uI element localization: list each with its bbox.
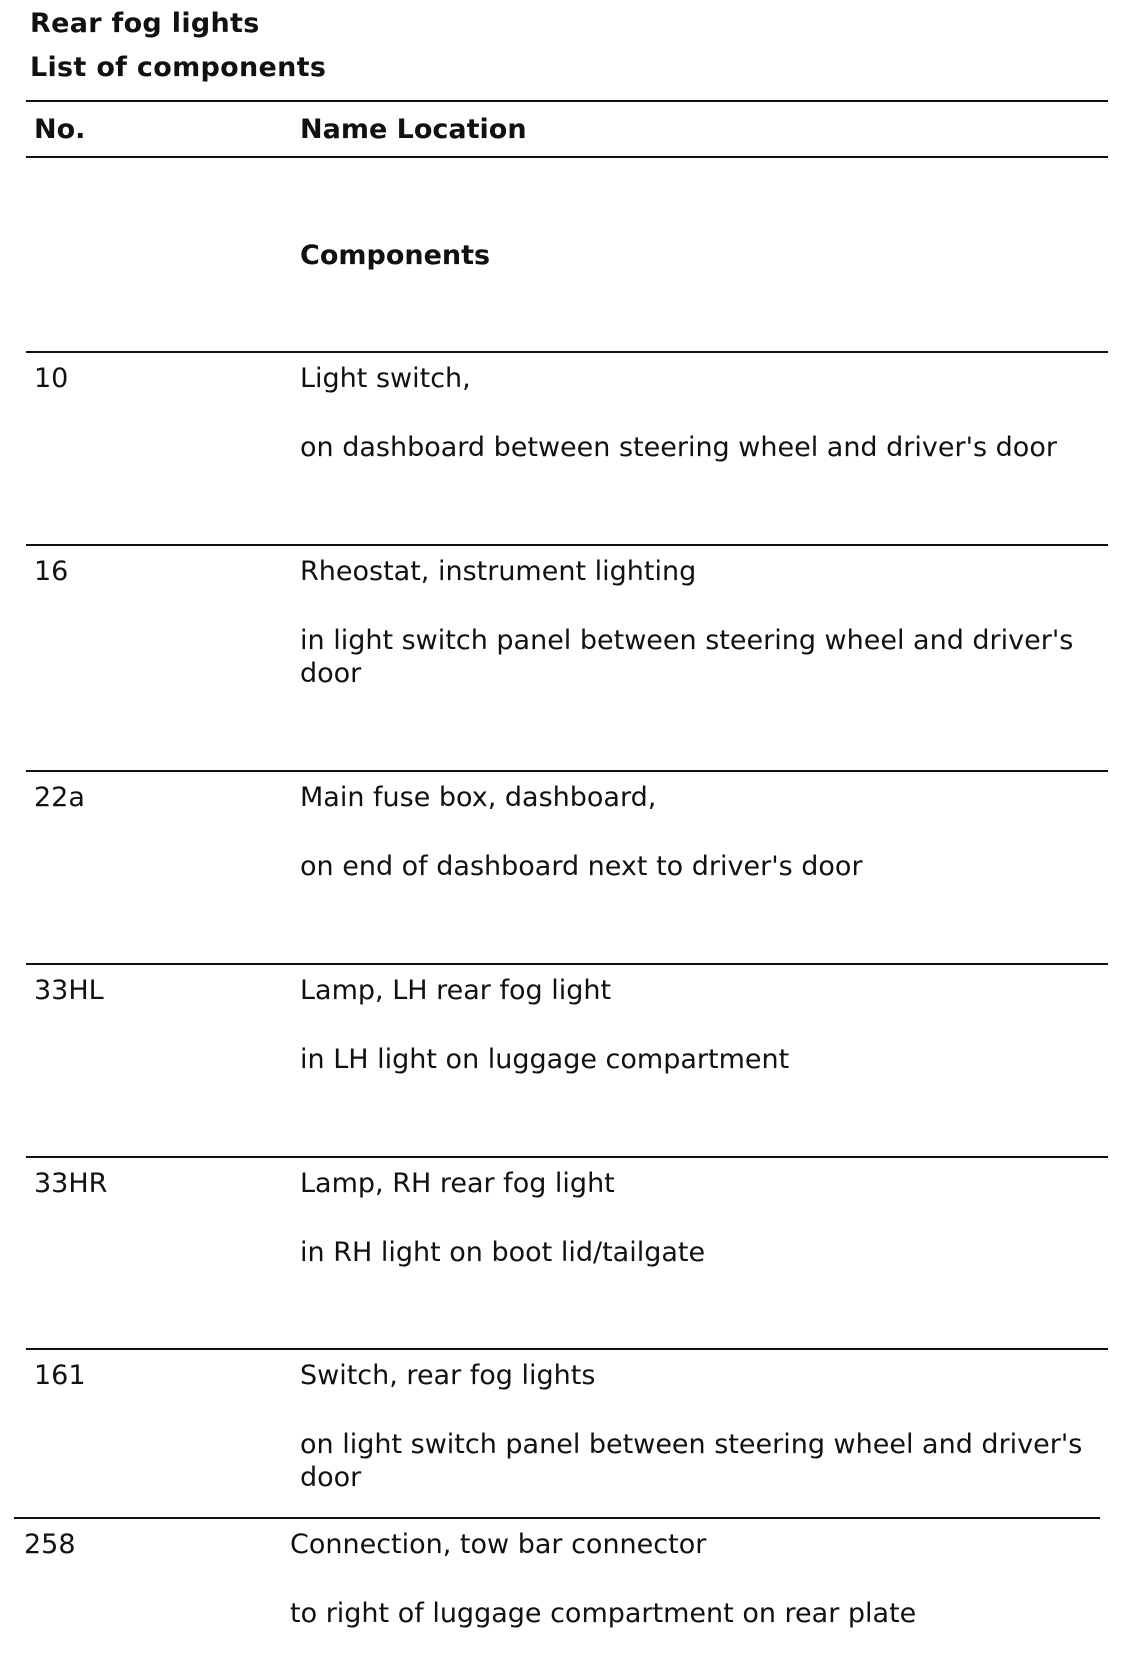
component-location: in light switch panel between steering wheel and driver's door	[300, 625, 1074, 689]
component-name: Light switch,	[300, 363, 471, 394]
component-number: 258	[24, 1529, 76, 1560]
table-top-rule	[26, 100, 1108, 102]
component-number: 16	[34, 556, 69, 587]
section-heading-components: Components	[300, 240, 491, 271]
row-divider	[26, 770, 1108, 772]
component-location: on light switch panel between steering wheel and driver's door	[300, 1429, 1083, 1493]
row-divider	[26, 1348, 1108, 1350]
component-location: on end of dashboard next to driver's door	[300, 851, 863, 882]
component-location: in RH light on boot lid/tailgate	[300, 1237, 706, 1268]
component-name: Lamp, LH rear fog light	[300, 975, 612, 1006]
page-subtitle: List of components	[30, 52, 327, 83]
component-number: 161	[34, 1360, 86, 1391]
component-location: in LH light on luggage compartment	[300, 1044, 790, 1075]
row-divider	[26, 351, 1108, 353]
component-name: Main fuse box, dashboard,	[300, 782, 657, 813]
column-header-no: No.	[34, 114, 86, 145]
table-header-rule	[26, 156, 1108, 158]
component-number: 33HR	[34, 1168, 108, 1199]
component-location: to right of luggage compartment on rear plate	[290, 1598, 917, 1629]
component-name: Connection, tow bar connector	[290, 1529, 707, 1560]
row-divider	[26, 544, 1108, 546]
page-title: Rear fog lights	[30, 8, 260, 39]
component-name: Rheostat, instrument lighting	[300, 556, 697, 587]
component-number: 22a	[34, 782, 85, 813]
component-location: on dashboard between steering wheel and driver's door	[300, 432, 1057, 463]
component-number: 33HL	[34, 975, 104, 1006]
row-divider	[26, 963, 1108, 965]
column-header-name-location: Name Location	[300, 114, 527, 145]
row-divider	[14, 1517, 1100, 1519]
row-divider	[26, 1156, 1108, 1158]
component-number: 10	[34, 363, 69, 394]
component-name: Switch, rear fog lights	[300, 1360, 596, 1391]
component-name: Lamp, RH rear fog light	[300, 1168, 615, 1199]
